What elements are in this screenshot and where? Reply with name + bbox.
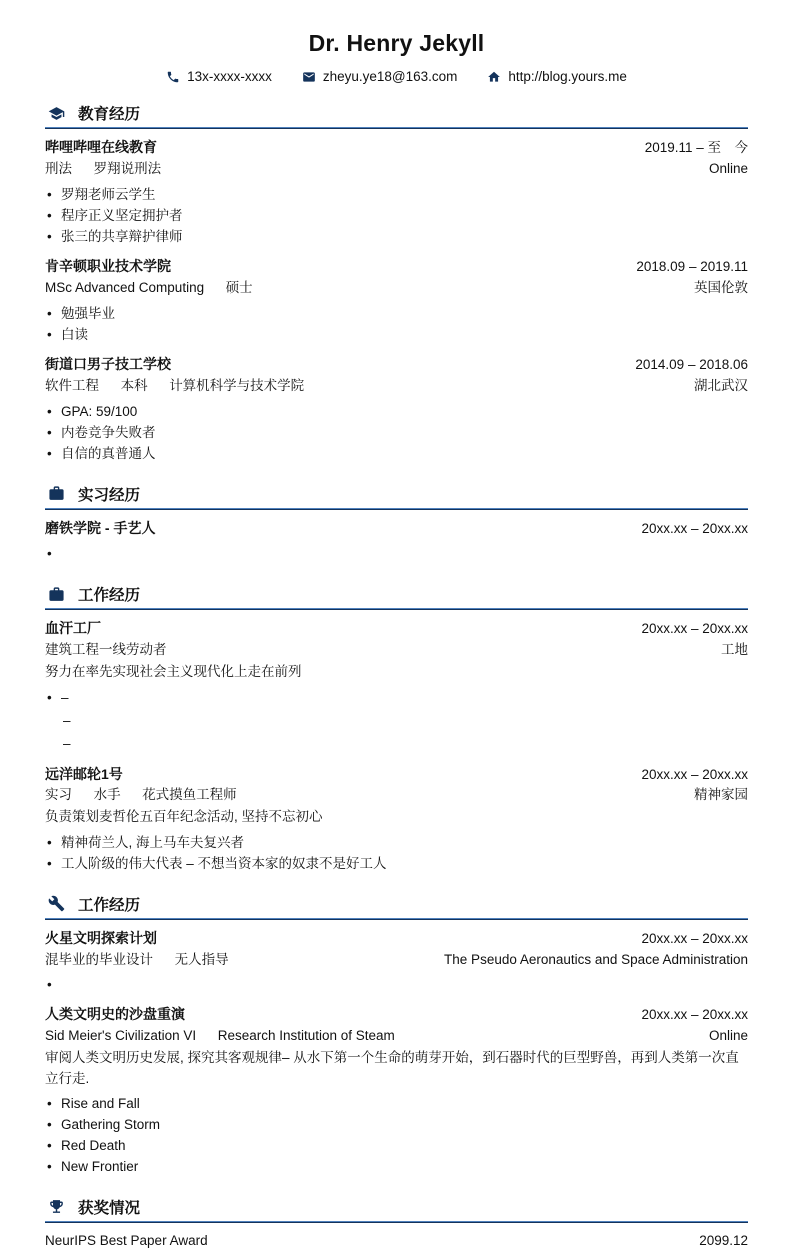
bullet-marker: •: [47, 207, 52, 223]
bullet-continuation-line: –: [63, 712, 71, 728]
bullet-item: [45, 402, 748, 423]
section-title: 工作经历: [78, 896, 141, 914]
entry-title: 磨铁学院 - 手艺人: [45, 519, 156, 536]
contact-text: 13x-xxxx-xxxx: [187, 69, 272, 84]
entry-title: 哔哩哔哩在线教育: [45, 139, 157, 155]
bullet-text: 内卷竞争失败者: [61, 424, 156, 440]
trophy-icon: [48, 1198, 65, 1215]
resume-entry: [45, 256, 748, 346]
entry-head-row: [45, 928, 748, 950]
section-header: [45, 580, 748, 610]
resume-entry: [45, 618, 748, 755]
subtitle-part: 混毕业的毕业设计: [45, 951, 153, 967]
subtitle-part: 软件工程: [45, 377, 99, 393]
entry-head-row: [45, 1231, 748, 1252]
subtitle-part: Research Institution of Steam: [217, 1028, 395, 1044]
entry-sub-row: [45, 278, 748, 299]
entry-title: 肯辛顿职业技术学院: [45, 257, 171, 274]
entry-title: 人类文明史的沙盘重演: [45, 1006, 185, 1023]
entry-location: 英国伦敦: [694, 279, 748, 295]
resume-section: [45, 99, 748, 465]
contact-item: [166, 69, 272, 84]
bullet-item: [45, 423, 748, 444]
bullet-marker: •: [47, 445, 52, 461]
bullet-item: [45, 325, 748, 346]
entry-sub-row: [45, 1026, 748, 1047]
bullet-marker: •: [47, 1158, 52, 1174]
bullet-item: [45, 1136, 748, 1157]
bullet-item: [45, 833, 748, 854]
entry-subtitle: [45, 640, 167, 661]
entry-bullet-list: [45, 975, 748, 996]
bullet-marker: •: [47, 186, 52, 202]
entry-bullet-list: [45, 833, 748, 875]
bullet-item: [45, 544, 748, 565]
resume-entry: [45, 764, 748, 875]
sections-container: [45, 99, 748, 1252]
entry-bullet-list: [45, 185, 748, 248]
entry-head-row: [45, 137, 748, 159]
entry-head-row: [45, 1004, 748, 1026]
entry-subtitle: [45, 1026, 395, 1047]
entry-sub-row: [45, 159, 748, 180]
bullet-marker: •: [47, 228, 52, 244]
entry-date: 20xx.xx – 20xx.xx: [641, 1007, 748, 1023]
subtitle-part: 计算机科学与技术学院: [169, 377, 305, 393]
bullet-item: [45, 1115, 748, 1136]
contact-text: zheyu.ye18@163.com: [322, 69, 458, 84]
wrench-icon: [48, 895, 65, 912]
briefcase-icon: [48, 485, 65, 502]
bullet-item: [45, 206, 748, 227]
phone-icon: [166, 70, 180, 84]
entry-title: 血汗工厂: [45, 620, 101, 637]
entry-location: Online: [708, 160, 748, 176]
bullet-item: [45, 227, 748, 248]
resume-section: [45, 1193, 748, 1252]
subtitle-part: 实习: [45, 787, 72, 803]
bullet-text: Red Death: [61, 1137, 126, 1153]
entry-subtitle: [45, 159, 161, 180]
entry-sub-row: [45, 640, 748, 661]
bullet-text: 张三的共享辩护律师: [61, 228, 183, 244]
bullet-item: [45, 1157, 748, 1178]
bullet-text: 罗翔老师云学生: [61, 186, 156, 202]
entry-location: The Pseudo Aeronautics and Space Administration: [444, 951, 748, 967]
bullet-item: [45, 854, 748, 875]
briefcase-icon: [48, 586, 65, 603]
entry-sub-row: [45, 376, 748, 397]
resume-entry: [45, 518, 748, 566]
entry-subtitle: [45, 950, 229, 971]
bullet-text: 工人阶级的伟大代表 – 不想当资本家的奴隶不是好工人: [61, 855, 387, 871]
entry-location: 湖北武汉: [694, 377, 748, 393]
entry-title: 街道口男子技工学校: [45, 355, 171, 372]
bullet-text: Gathering Storm: [61, 1116, 161, 1132]
person-name: Dr. Henry Jekyll: [308, 30, 485, 56]
contact-item: [487, 69, 627, 84]
section-header: [45, 480, 748, 510]
bullet-marker: •: [47, 424, 52, 440]
subtitle-part: MSc Advanced Computing: [45, 279, 205, 295]
entry-date: 2014.09 – 2018.06: [635, 356, 748, 372]
home-icon: [487, 70, 501, 84]
entry-location: Online: [708, 1028, 748, 1044]
entry-subtitle: [45, 278, 253, 299]
section-title: 获奖情况: [78, 1199, 141, 1217]
entry-head-row: [45, 256, 748, 278]
entry-location: 工地: [721, 642, 748, 658]
entry-sub-row: [45, 785, 748, 806]
resume-entry: [45, 1231, 748, 1252]
bullet-item: [45, 688, 748, 709]
bullet-item: [45, 185, 748, 206]
bullet-item: [45, 1094, 748, 1115]
bullet-marker: •: [47, 403, 52, 419]
entry-head-row: [45, 354, 748, 376]
entry-description: 负责策划麦哲伦五百年纪念活动, 坚持不忘初心: [45, 809, 323, 825]
resume-section: [45, 580, 748, 874]
entry-bullet-list: [45, 402, 748, 465]
bullet-text: GPA: 59/100: [61, 403, 138, 419]
subtitle-part: 刑法: [45, 160, 72, 176]
entry-date: 20xx.xx – 20xx.xx: [641, 520, 748, 536]
entry-description: 努力在率先实现社会主义现代化上走在前列: [45, 664, 302, 680]
bullet-marker: •: [47, 977, 52, 993]
section-header: [45, 1193, 748, 1223]
bullet-marker: •: [47, 326, 52, 342]
bullet-text: 白读: [61, 326, 88, 342]
entry-location: 精神家园: [694, 787, 748, 803]
resume-section: [45, 890, 748, 1178]
email-icon: [302, 70, 316, 84]
section-title: 教育经历: [78, 106, 141, 123]
resume-entry: [45, 137, 748, 248]
entry-date: 2099.12: [699, 1232, 748, 1248]
entry-date: 20xx.xx – 20xx.xx: [641, 930, 748, 946]
entry-date: 2019.11 – 至 今: [644, 140, 748, 155]
bullet-marker: •: [47, 1116, 52, 1132]
entry-title: 远洋邮轮1号: [45, 765, 123, 782]
section-header: [45, 890, 748, 920]
contact-item: [302, 69, 458, 84]
entry-title: 火星文明探索计划: [45, 929, 157, 946]
bullet-marker: •: [47, 689, 52, 705]
entry-head-row: [45, 764, 748, 786]
section-header: [45, 99, 748, 129]
entry-sub-row: [45, 950, 748, 971]
entry-subtitle: [45, 376, 304, 397]
bullet-marker: •: [47, 305, 52, 321]
subtitle-part: 硕士: [225, 279, 253, 295]
section-title: 实习经历: [78, 486, 141, 504]
entry-bullet-list: [45, 304, 748, 346]
bullet-text: 精神荷兰人, 海上马车夫复兴者: [61, 834, 245, 850]
entry-title: NeurIPS Best Paper Award: [45, 1232, 208, 1248]
bullet-text: 程序正义坚定拥护者: [61, 207, 183, 223]
bullet-item: [45, 444, 748, 465]
contact-row: [45, 69, 748, 84]
resume-entry: [45, 928, 748, 997]
bullet-continuation-line: –: [63, 735, 71, 751]
entry-date: 2018.09 – 2019.11: [636, 258, 748, 274]
bullet-text: New Frontier: [61, 1158, 139, 1174]
subtitle-part: 无人指导: [174, 951, 229, 967]
subtitle-part: Sid Meier's Civilization VI: [45, 1028, 197, 1044]
subtitle-part: 建筑工程一线劳动者: [45, 642, 167, 658]
entry-bullet-list: [45, 688, 748, 709]
section-title: 工作经历: [78, 587, 141, 605]
subtitle-part: 罗翔说刑法: [93, 160, 162, 176]
bullet-item: [45, 975, 748, 996]
bullet-text: Rise and Fall: [61, 1095, 140, 1111]
subtitle-part: 水手: [93, 787, 121, 803]
subtitle-part: 本科: [120, 377, 148, 393]
entry-date: 20xx.xx – 20xx.xx: [641, 766, 748, 782]
bullet-text: –: [61, 689, 69, 705]
entry-description: 审阅人类文明历史发展, 探究其客观规律– 从水下第一个生命的萌芽开始，到石器时代的巨型野兽，再到人类第一次直立行走.: [45, 1050, 739, 1086]
graduation-cap-icon: [48, 105, 65, 122]
bullet-text: 勉强毕业: [61, 305, 115, 321]
entry-head-row: [45, 518, 748, 540]
entry-head-row: [45, 618, 748, 640]
entry-date: 20xx.xx – 20xx.xx: [641, 621, 748, 637]
bullet-marker: •: [47, 834, 52, 850]
contact-text: http://blog.yours.me: [508, 69, 627, 84]
bullet-marker: •: [47, 1137, 52, 1153]
bullet-marker: •: [47, 546, 52, 562]
bullet-item: [45, 304, 748, 325]
resume-entry: [45, 1004, 748, 1177]
entry-bullet-list: [45, 544, 748, 565]
subtitle-part: 花式摸鱼工程师: [142, 787, 237, 803]
resume-section: [45, 480, 748, 566]
resume-entry: [45, 354, 748, 465]
bullet-marker: •: [47, 855, 52, 871]
entry-bullet-list: [45, 1094, 748, 1178]
entry-subtitle: [45, 785, 237, 806]
bullet-marker: •: [47, 1095, 52, 1111]
bullet-text: 自信的真普通人: [61, 445, 156, 461]
